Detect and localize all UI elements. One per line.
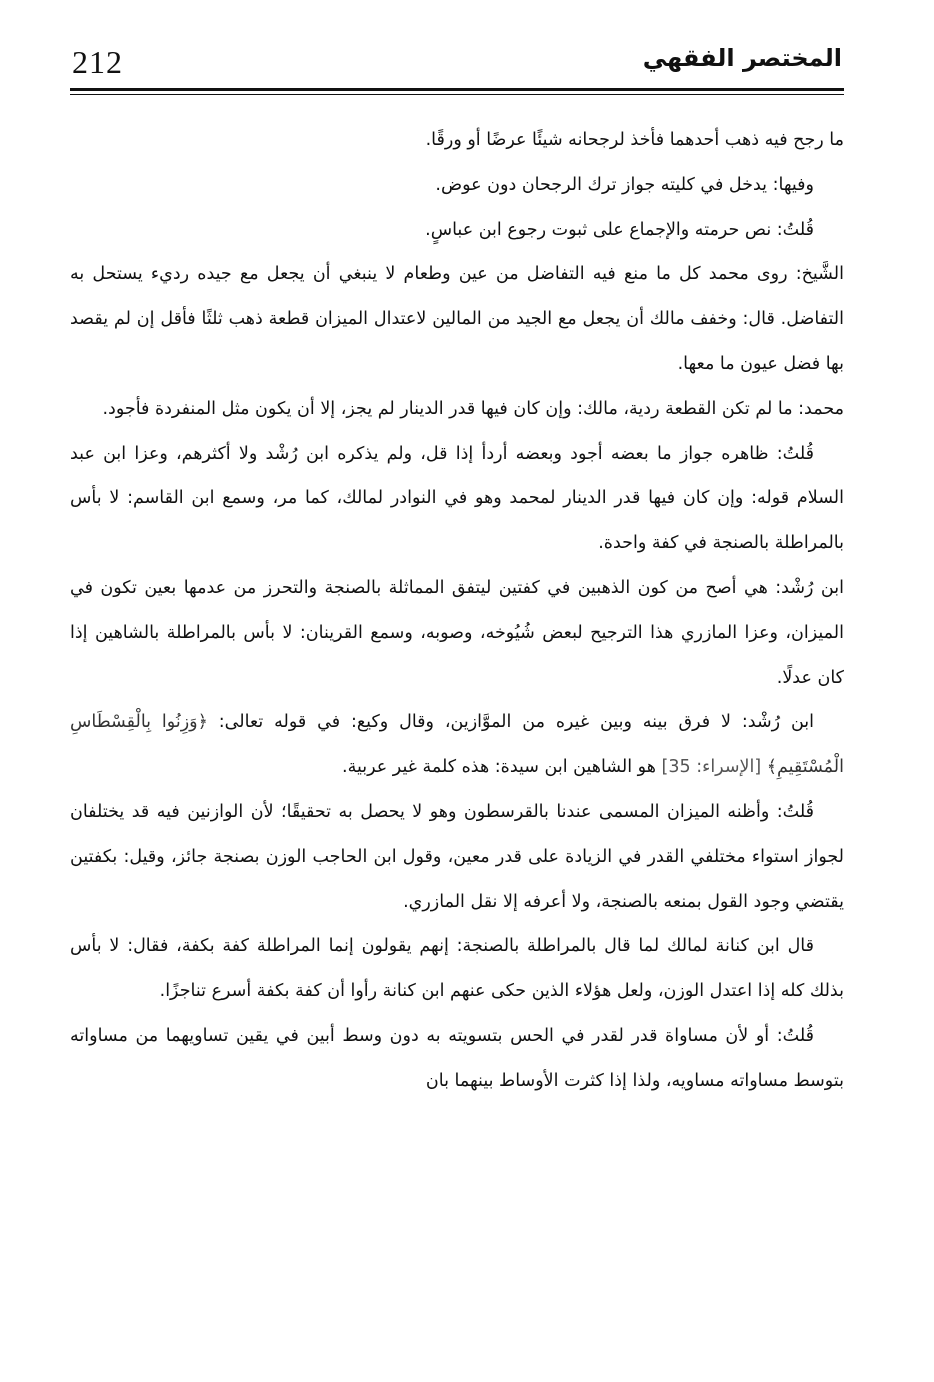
book-title: المختصر الفقهي [642, 44, 842, 72]
verse-paragraph-before: ابن رُشْد: لا فرق بينه وبين غيره من الموَّازين، وقال وكيع: في قوله تعالى: [207, 712, 814, 733]
paragraph: ابن رُشْد: هي أصح من كون الذهبين في كفتين ليتفق المماثلة بالصنجة والتحرز من عدمها بعين تكون في الميزان، وعزا المازري هذا الترجيح لبعض شُيُوخه، وصوبه، وسمع القرينان: لا بأس بالمراطلة بالشاهين إذا كان عدلًا. [70, 577, 844, 688]
header-rule-thick [70, 88, 844, 91]
header-rule-thin [70, 94, 844, 95]
paragraph: قال ابن كنانة لمالك لما قال بالمراطلة بالصنجة: إنهم يقولون إنما المراطلة كفة بكفة، فقال: لا بأس بذلك كله إذا اعتدل الوزن، ولعل هؤلاء الذين حكى عنهم ابن كنانة رأوا أن كفة بكفة أسرع تناجزًا. [70, 936, 844, 1002]
verse-paragraph [70, 700, 844, 790]
paragraph: قُلتُ: وأظنه الميزان المسمى عندنا بالقرسطون وهو لا يحصل به تحقيقًا؛ لأن الوازنين فيه قد يختلفان لجواز استواء مختلفي القدر في الزيادة على قدر معين، وقول ابن الحاجب الوزن بصنجة جائز، وقيل: بكفتين يقتضي وجود القول بمنعه بالصنجة، ولا أعرفه إلا نقل المازري. [70, 801, 844, 912]
paragraph: قُلتُ: نص حرمته والإجماع على ثبوت رجوع ابن عباسٍ. [425, 219, 814, 240]
paragraph: ما رجح فيه ذهب أحدهما فأخذ لرجحانه شيئًا عرضًا أو ورقًا. [425, 130, 844, 150]
page-header [70, 38, 844, 88]
paragraph: قُلتُ: ظاهره جواز ما بعضه أجود وبعضه أردأ إذا قل، ولم يذكره ابن رُشْد ولا أكثرهم، وعزا ابن عبد السلام قوله: وإن كان فيها قدر الدينار لمحمد وهو في النوادر لمالك، كما مر، وسمع ابن القاسم: لا بأس بالمراطلة بالصنجة في كفة واحدة. [70, 443, 844, 554]
verse-reference: [الإسراء: 35] [661, 757, 762, 778]
page-number: 212 [72, 44, 123, 80]
paragraph: وفيها: يدخل في كليته جواز ترك الرجحان دون عوض. [435, 174, 814, 195]
paragraph: الشَّيخ: روى محمد كل ما منع فيه التفاضل من عين وطعام لا ينبغي أن يجعل مع جيده رديء يستحل به التفاضل. قال: وخفف مالك أن يجعل مع الجيد من المالين لاعتدال الميزان قطعة ذهب ثلثًا فأقل إن لم يقصد بها فضل عيون ما معها. [70, 264, 844, 374]
paragraph: قُلتُ: أو لأن مساواة قدر لقدر في الحس بتسويته به دون وسط أبين في يقين تساويهما من مساواته بتوسط مساواته مساويه، ولذا إذا كثرت الأوساط بينهما بان [70, 1025, 844, 1091]
verse-paragraph-after: هو الشاهين ابن سيدة: هذه كلمة غير عربية. [342, 757, 662, 778]
paragraph: محمد: ما لم تكن القطعة ردية، مالك: وإن كان فيها قدر الدينار لم يجز، إلا أن يكون مثل المنفردة فأجود. [102, 398, 844, 419]
quran-verse: ﴿وَزِنُوا بِالْقِسْطَاسِ الْمُسْتَقِيمِ﴾ [70, 712, 844, 778]
body-text [70, 118, 844, 1104]
